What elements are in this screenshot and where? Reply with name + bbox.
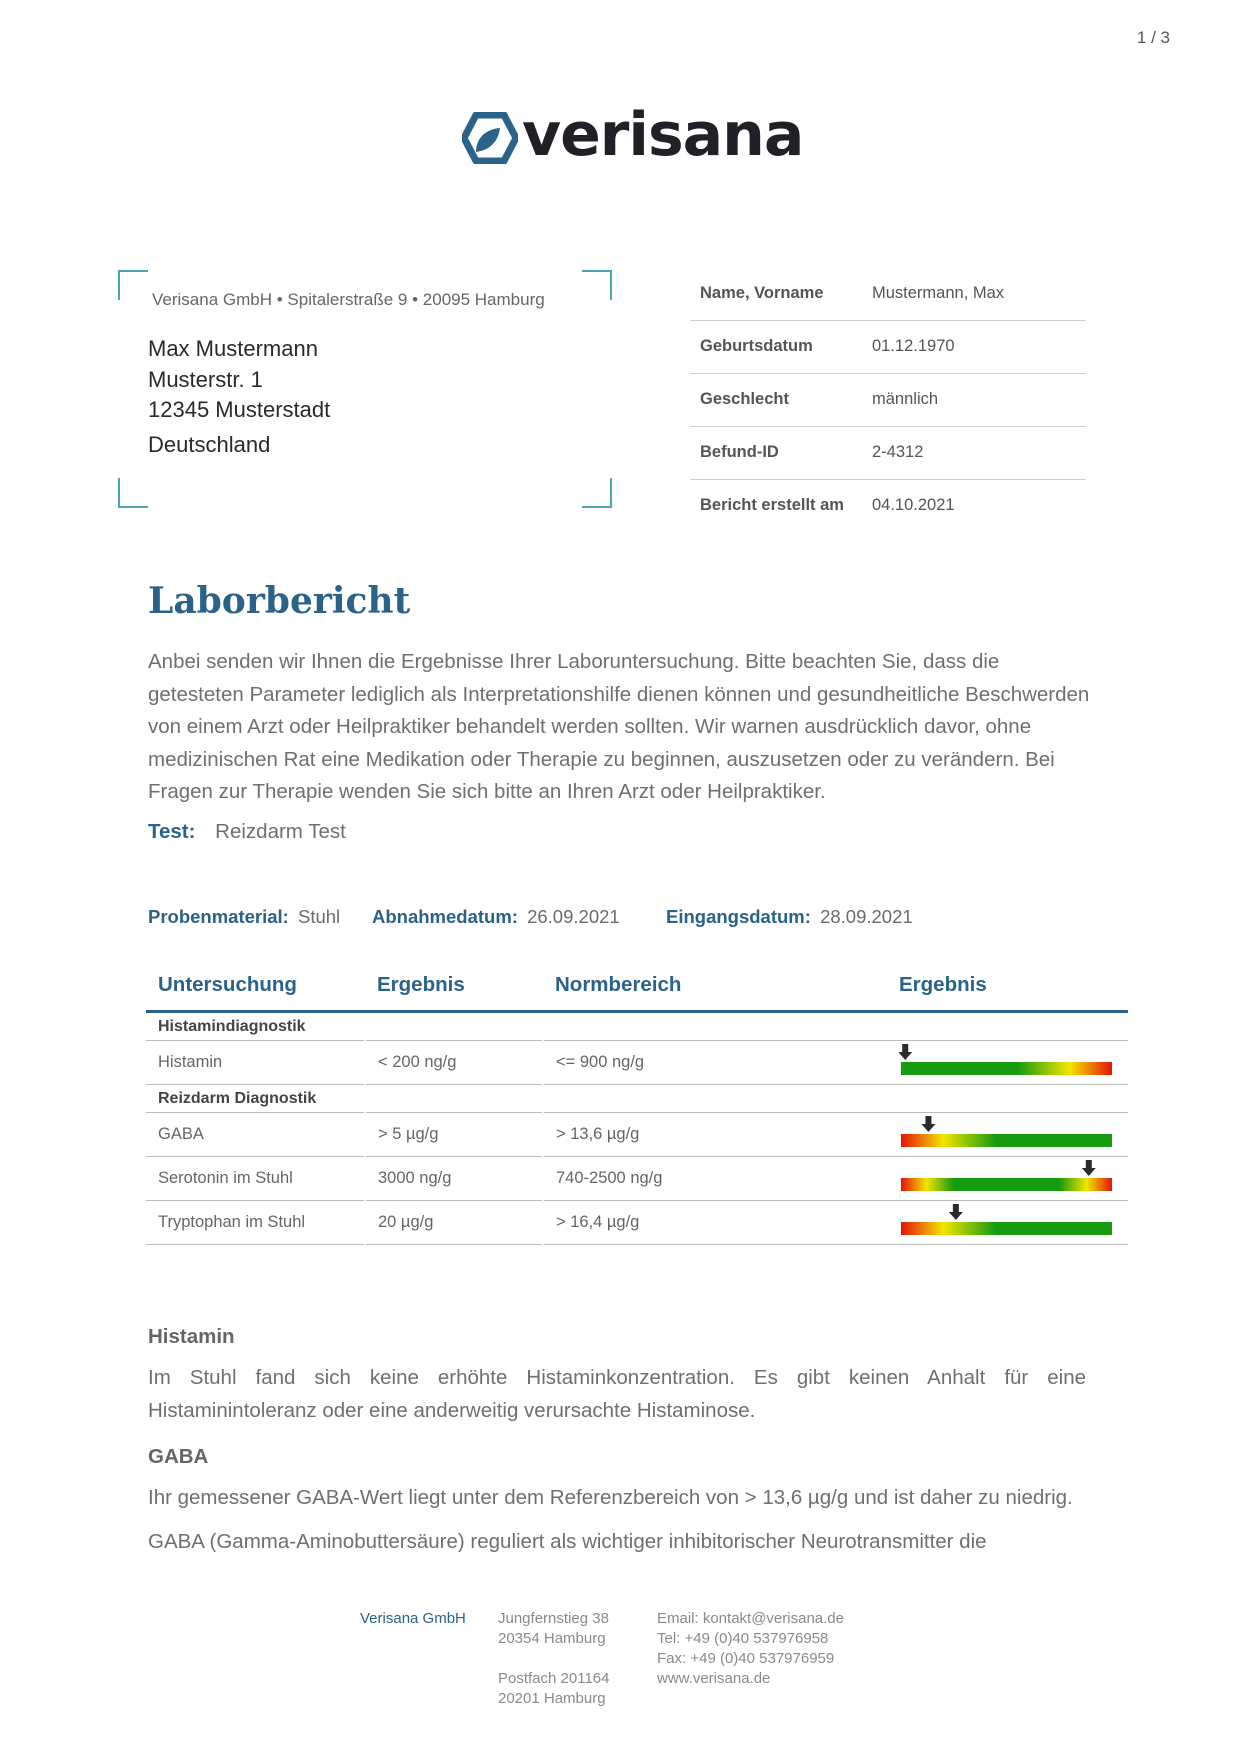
discussion-paragraph: Im Stuhl fand sich keine erhöhte Histaminkonzentration. Es gibt keinen Anhalt für eine Histaminintoleranz oder eine anderweitig verursachte Histaminose. [148,1366,1086,1422]
brand-wordmark: verisana [522,100,804,170]
footer-postbox-line: 20201 Hamburg [498,1690,606,1707]
footer-contact [657,1609,844,1689]
test-result: < 200 ng/g [365,1041,543,1085]
table-row [146,1041,1128,1085]
scale-gradient [901,1222,1112,1235]
test-result: 3000 ng/g [365,1157,543,1201]
recipient-street: Musterstr. 1 [148,367,263,392]
patient-info-label: Name, Vorname [700,284,824,302]
footer-email: Email: kontakt@verisana.de [657,1610,844,1627]
report-title: Laborbericht [148,580,411,622]
result-scale-bar [899,1042,1114,1078]
test-range: > 13,6 µg/g [543,1113,887,1157]
result-scale [887,1201,1128,1245]
sample-received [666,906,913,928]
section-title: Histamindiagnostik [146,1012,1128,1041]
result-scale [887,1113,1128,1157]
recipient-city: 12345 Musterstadt [148,397,331,422]
sample-received-value: 28.09.2021 [820,906,913,927]
patient-info-row [690,480,1086,532]
result-scale-bar [899,1158,1114,1194]
column-header: Ergebnis [887,960,1128,1012]
address-window-corner [118,270,148,300]
patient-info-value: 01.12.1970 [872,337,955,355]
page-number: 1 / 3 [1136,28,1170,47]
patient-info-label: Befund-ID [700,443,779,461]
test-range: 740-2500 ng/g [543,1157,887,1201]
test-result: 20 µg/g [365,1201,543,1245]
test-name: Histamin [146,1041,365,1085]
result-marker-arrow-icon [899,1044,912,1060]
footer-address [498,1609,609,1709]
sample-taken-label: Abnahmedatum: [372,906,518,927]
discussion-heading: GABA [148,1445,209,1468]
address-window-corner [582,478,612,508]
test-range: <= 900 ng/g [543,1041,887,1085]
test-line [148,820,346,844]
patient-info-value: männlich [872,390,939,408]
column-header: Untersuchung [146,960,365,1012]
result-marker-arrow-icon [921,1116,935,1132]
results-table [146,960,1128,1245]
sample-material [148,906,340,928]
patient-info-value: 2-4312 [872,443,924,461]
scale-gradient [901,1134,1112,1147]
discussion-paragraph: Ihr gemessener GABA-Wert liegt unter dem Referenzbereich von > 13,6 µg/g und ist daher zu niedrig. [148,1486,1073,1509]
address-window-corner [118,478,148,508]
test-value: Reizdarm Test [215,820,346,843]
sample-material-label: Probenmaterial: [148,906,289,927]
test-range: > 16,4 µg/g [543,1201,887,1245]
table-row [146,1113,1128,1157]
section-title: Reizdarm Diagnostik [146,1085,1128,1113]
patient-info-label: Geschlecht [700,390,789,408]
footer-web: www.verisana.de [657,1670,771,1687]
patient-info-value: 04.10.2021 [872,496,955,514]
column-header: Ergebnis [365,960,543,1012]
patient-info-row [690,268,1086,321]
test-result: > 5 µg/g [365,1113,543,1157]
recipient-country: Deutschland [148,432,271,457]
scale-gradient [901,1062,1112,1075]
patient-info-label: Geburtsdatum [700,337,813,355]
verisana-logo-icon [462,112,518,164]
result-scale [887,1041,1128,1085]
patient-info-label: Bericht erstellt am [700,496,844,514]
patient-info-row [690,321,1086,374]
sample-material-value: Stuhl [298,906,341,927]
footer-address-line: Jungfernstieg 38 [498,1610,609,1627]
test-name: GABA [146,1113,365,1157]
discussion-heading: Histamin [148,1325,235,1348]
test-name: Serotonin im Stuhl [146,1157,365,1201]
result-scale-bar [899,1114,1114,1150]
sample-received-label: Eingangsdatum: [666,906,811,927]
test-name: Tryptophan im Stuhl [146,1201,365,1245]
result-scale [887,1157,1128,1201]
address-window-corner [582,270,612,300]
sender-line: Verisana GmbH • Spitalerstraße 9 • 20095 Hamburg [152,290,545,309]
result-scale-bar [899,1202,1114,1238]
patient-info-value: Mustermann, Max [872,284,1005,302]
sample-taken-value: 26.09.2021 [527,906,620,927]
footer-address-line: 20354 Hamburg [498,1630,606,1647]
column-header: Normbereich [543,960,887,1012]
recipient-name: Max Mustermann [148,336,318,361]
footer-company: Verisana GmbH [360,1610,466,1627]
sample-taken [372,906,620,928]
table-row [146,1157,1128,1201]
result-marker-arrow-icon [949,1204,963,1220]
patient-info-row [690,427,1086,480]
footer-fax: Fax: +49 (0)40 537976959 [657,1650,835,1667]
patient-info-row [690,374,1086,427]
result-marker-arrow-icon [1082,1160,1096,1176]
footer-postbox-line: Postfach 201164 [498,1670,610,1687]
footer-tel: Tel: +49 (0)40 537976958 [657,1630,829,1647]
table-row [146,1201,1128,1245]
report-intro: Anbei senden wir Ihnen die Ergebnisse Ihrer Laboruntersuchung. Bitte beachten Sie, dass die getesteten Parameter lediglich als Interpretationshilfe dienen können und gesundheitliche Beschwerden von einem Arzt oder Heilpraktiker behandelt werden sollten. Wir warnen ausdrücklich davor, ohne medizinischen Rat eine Medikation oder Therapie zu beginnen, auszusetzen oder zu verändern. Bei Fragen zur Therapie wenden Sie sich bitte an Ihren Arzt oder Heilpraktiker. [148,650,1090,803]
scale-gradient [901,1178,1112,1191]
test-label: Test: [148,820,196,843]
discussion-paragraph: GABA (Gamma-Aminobuttersäure) reguliert als wichtiger inhibitorischer Neurotransmitter die [148,1530,987,1553]
